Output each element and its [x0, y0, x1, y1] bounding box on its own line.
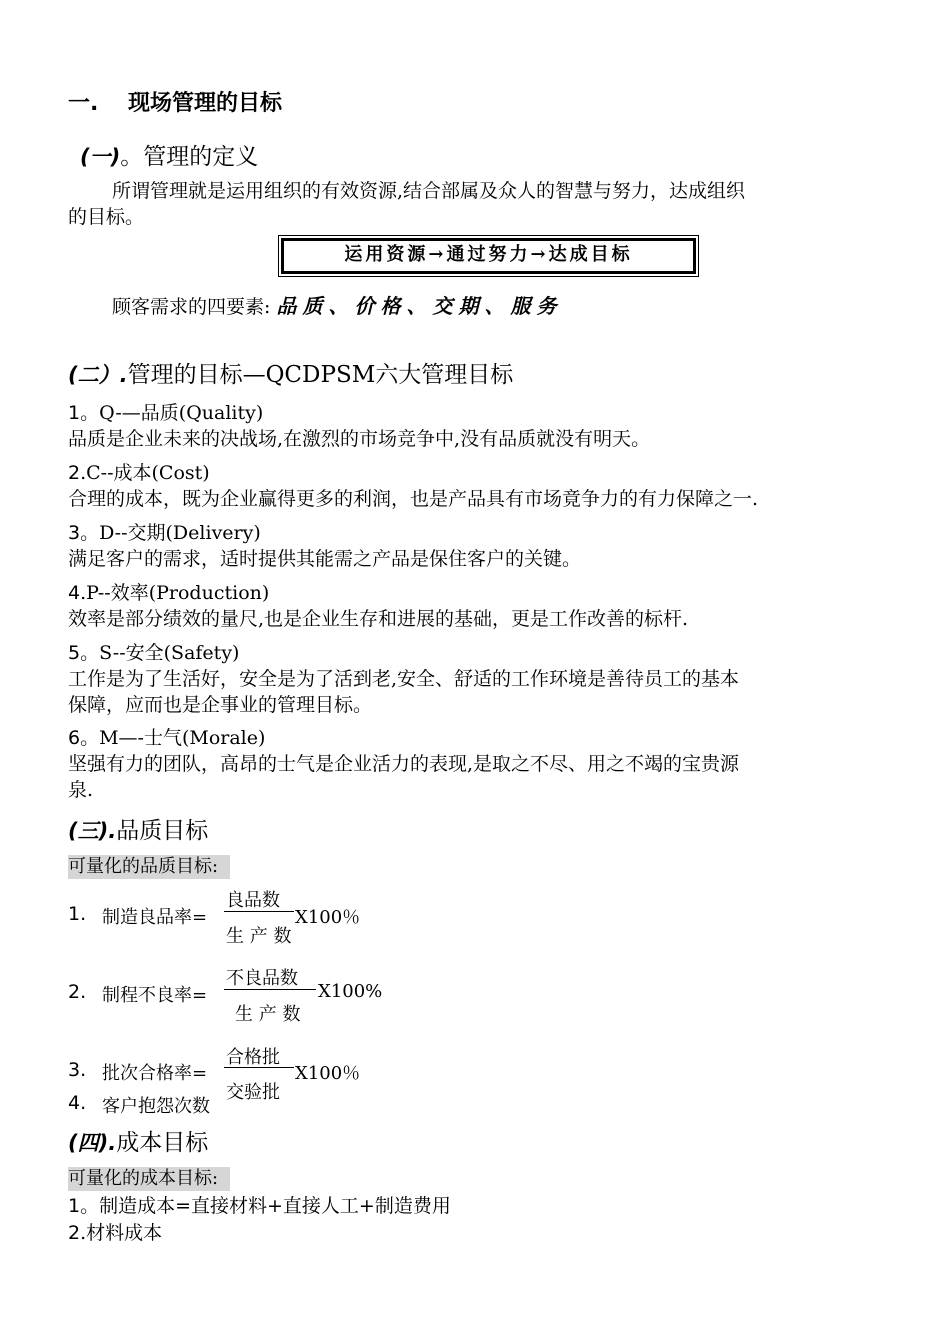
- formula-tail: X100％: [295, 1063, 361, 1084]
- definition-paragraph-line2: 的目标。: [68, 206, 145, 228]
- cost-number: 1: [68, 1195, 81, 1217]
- customer-requirements: [112, 293, 562, 320]
- cost-item: [68, 1220, 162, 1246]
- goal-heading: .C--成本(Cost): [80, 462, 210, 484]
- subsection-title: 品质目标: [116, 818, 209, 844]
- formula-number: 3.: [68, 1059, 87, 1081]
- formula-label: 制程不良率=: [102, 985, 208, 1006]
- goal-description: 满足客户的需求，适时提供其能需之产品是保住客户的关键。: [68, 548, 582, 570]
- formula-number: 4.: [68, 1092, 87, 1114]
- subsection-number: (二）.: [68, 363, 128, 387]
- formula-denominator: 生 产 数: [235, 1004, 301, 1025]
- goal-heading: 。M—-士气(Morale): [80, 727, 266, 749]
- subsection-title: 管理的目标—QCDPSM六大管理目标: [127, 362, 514, 388]
- formula-numerator: 合格批: [226, 1047, 280, 1068]
- goal-item: [68, 725, 739, 803]
- goal-item: [68, 520, 581, 572]
- goal-item: [68, 640, 739, 718]
- goal-item: [68, 580, 688, 632]
- formula-tail: X100％: [295, 907, 361, 928]
- definition-paragraph-line1: 所谓管理就是运用组织的有效资源,结合部属及众人的智慧与努力，达成组织: [112, 180, 746, 202]
- goal-item: [68, 460, 758, 512]
- formula-tail: X100%: [318, 981, 383, 1002]
- goal-description: 效率是部分绩效的量尺,也是企业生存和进展的基础，更是工作改善的标杆.: [68, 608, 689, 630]
- subsection-number: (三).: [68, 819, 117, 843]
- cost-text: .材料成本: [80, 1222, 163, 1244]
- goal-description: 保障，应而也是企事业的管理目标。: [68, 694, 373, 716]
- subsection-heading-1: [80, 138, 258, 171]
- goal-item: [68, 400, 650, 452]
- cost-number: 2: [68, 1222, 81, 1244]
- goal-number: 3: [68, 522, 81, 544]
- formula-label: 批次合格率=: [102, 1063, 208, 1084]
- subsection-heading-2: [68, 356, 513, 389]
- cost-text: 。制造成本=直接材料+直接人工+制造费用: [80, 1195, 451, 1217]
- management-process-text: 运用资源→通过努力→达成目标: [344, 244, 633, 265]
- requirements-label: 顾客需求的四要素:: [112, 296, 271, 318]
- subsection-number: (一): [80, 145, 121, 169]
- section-number: 一.: [68, 91, 99, 116]
- subsection-title: 成本目标: [116, 1130, 209, 1156]
- cost-quantifiable-label: 可量化的成本目标:: [68, 1167, 230, 1191]
- fraction-bar: [224, 989, 316, 990]
- formula-denominator: 交验批: [224, 1078, 282, 1104]
- goal-number: 2: [68, 462, 81, 484]
- subsection-title: 。管理的定义: [120, 144, 259, 170]
- formula-numerator: 良品数: [226, 890, 280, 911]
- cost-item: [68, 1193, 451, 1219]
- subsection-heading-3: [68, 812, 208, 845]
- goal-heading: 。S--安全(Safety): [80, 642, 240, 664]
- fraction-bar: [224, 1067, 294, 1068]
- goal-description: 工作是为了生活好，安全是为了活到老,安全、舒适的工作环境是善待员工的基本: [68, 668, 740, 690]
- goal-heading: 。Q-—品质(Quality): [80, 402, 264, 424]
- goal-description: 合理的成本，既为企业赢得更多的利润，也是产品具有市场竟争力的有力保障之一.: [68, 488, 759, 510]
- subsection-number: (四).: [68, 1131, 117, 1155]
- goal-number: 1: [68, 402, 81, 424]
- formula-label: 制造良品率=: [102, 907, 208, 928]
- management-process-box: [281, 238, 696, 274]
- formula-number: 2.: [68, 981, 87, 1003]
- subsection-heading-4: [68, 1124, 208, 1157]
- fraction-bar: [224, 911, 294, 912]
- goal-heading: 。D--交期(Delivery): [80, 522, 261, 544]
- formula-number: 1.: [68, 903, 87, 925]
- goal-heading: .P--效率(Production): [80, 582, 270, 604]
- formula-numerator: 不良品数: [226, 968, 298, 989]
- goal-description: 泉.: [68, 779, 94, 801]
- formula-denominator: 生 产 数: [226, 926, 292, 947]
- section-heading: [68, 86, 282, 117]
- requirements-items: 品质、价格、交期、服务: [276, 294, 563, 318]
- quality-quantifiable-label: 可量化的品质目标:: [68, 855, 230, 879]
- goal-number: 4: [68, 582, 81, 604]
- goal-number: 6: [68, 727, 81, 749]
- goal-description: 坚强有力的团队，高昂的士气是企业活力的表现,是取之不尽、用之不竭的宝贵源: [68, 753, 740, 775]
- goal-description: 品质是企业未来的决战场,在激烈的市场竞争中,没有品质就没有明天。: [68, 428, 651, 450]
- goal-number: 5: [68, 642, 81, 664]
- section-title: 现场管理的目标: [128, 91, 283, 116]
- complaint-count-label: 客户抱怨次数: [102, 1096, 210, 1116]
